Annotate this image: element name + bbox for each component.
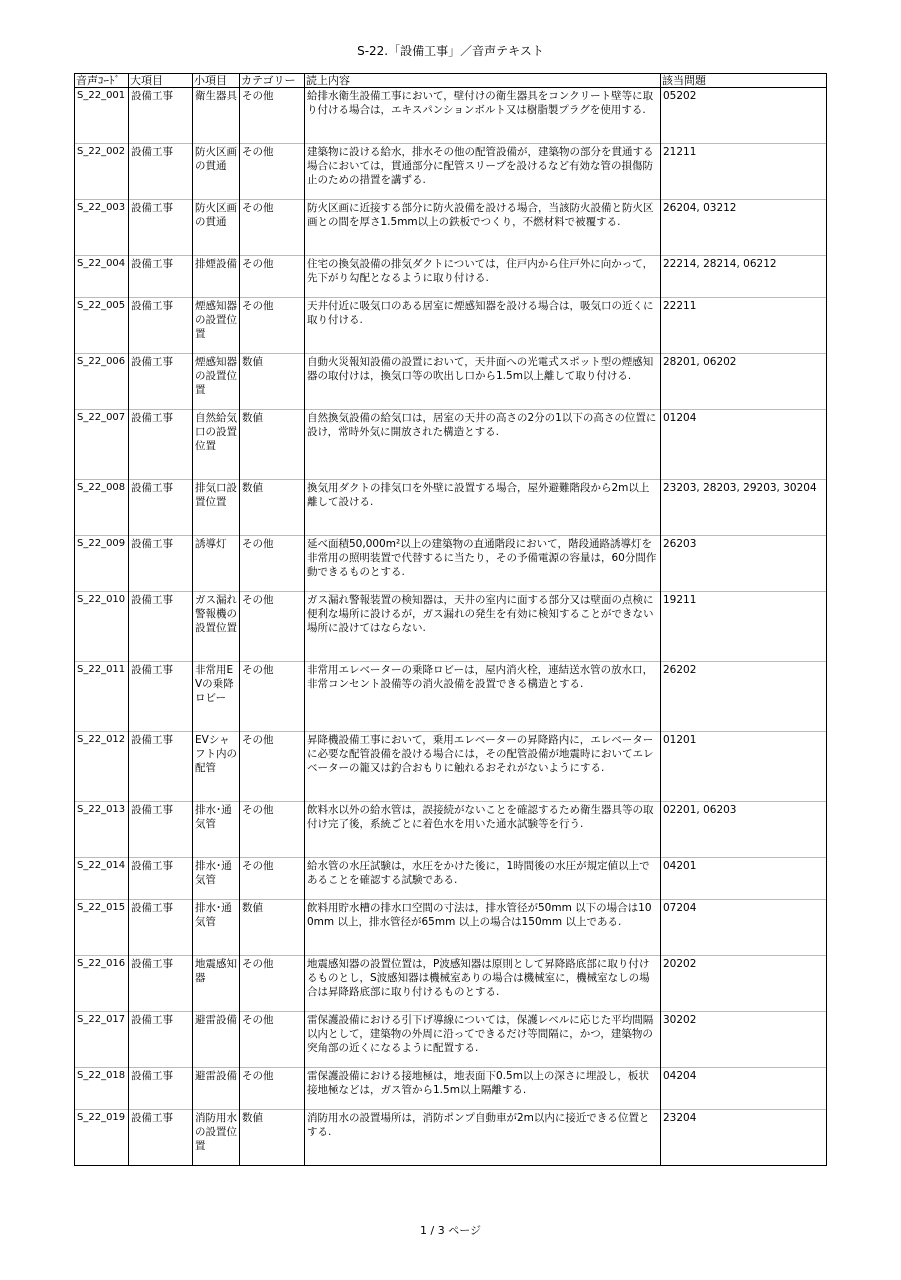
row-category: その他 [240, 1012, 305, 1068]
row-category: その他 [240, 956, 305, 1012]
table-row [75, 1012, 827, 1068]
row-problem-numbers: 19211 [661, 592, 827, 662]
row-major-item: 設備工事 [129, 354, 193, 410]
row-minor-item: 地震感知器 [193, 956, 240, 1012]
row-major-item: 設備工事 [129, 732, 193, 802]
row-code: S_22_008 [75, 480, 129, 536]
row-problem-numbers: 26203 [661, 536, 827, 592]
row-category: その他 [240, 662, 305, 732]
row-problem-numbers: 26204, 03212 [661, 200, 827, 256]
row-problem-numbers: 21211 [661, 144, 827, 200]
row-code: S_22_009 [75, 536, 129, 592]
row-major-item: 設備工事 [129, 956, 193, 1012]
row-major-item: 設備工事 [129, 662, 193, 732]
row-problem-numbers: 28201, 06202 [661, 354, 827, 410]
row-code: S_22_003 [75, 200, 129, 256]
row-code: S_22_015 [75, 900, 129, 956]
row-category: 数値 [240, 354, 305, 410]
table-header-row [75, 74, 827, 88]
table-row [75, 858, 827, 900]
row-minor-item: 衛生器具 [193, 88, 240, 144]
row-minor-item: 排気口設置位置 [193, 480, 240, 536]
row-major-item: 設備工事 [129, 858, 193, 900]
row-minor-item: 防火区画の貫通 [193, 200, 240, 256]
col-header-minor: 小項目 [193, 74, 240, 88]
row-minor-item: 非常用EVの乗降ロビー [193, 662, 240, 732]
row-reading-text: ガス漏れ警報装置の検知器は，天井の室内に面する部分又は壁面の点検に便利な場所に設けるが，ガス漏れの発生を有効に検知することができない場所に設けてはならない. [305, 592, 661, 662]
row-major-item: 設備工事 [129, 536, 193, 592]
table-row [75, 480, 827, 536]
row-major-item: 設備工事 [129, 802, 193, 858]
row-category: その他 [240, 858, 305, 900]
row-problem-numbers: 23204 [661, 1110, 827, 1166]
page-title: S-22.「設備工事」／音声テキスト [357, 44, 544, 58]
row-reading-text: 飲料水以外の給水管は，誤接続がないことを確認するため衛生器具等の取付け完了後，系統ごとに着色水を用いた通水試験等を行う. [305, 802, 661, 858]
table-row [75, 662, 827, 732]
row-problem-numbers: 22214, 28214, 06212 [661, 256, 827, 298]
table-row [75, 200, 827, 256]
row-code: S_22_019 [75, 1110, 129, 1166]
col-header-code: 音声ｺｰﾄﾞ [75, 74, 129, 88]
table-row [75, 88, 827, 144]
row-reading-text: 雷保護設備における接地極は，地表面下0.5m以上の深さに埋設し，板状接地極などは，ガス管から1.5m以上隔離する. [305, 1068, 661, 1110]
row-major-item: 設備工事 [129, 298, 193, 354]
row-category: 数値 [240, 410, 305, 480]
row-code: S_22_016 [75, 956, 129, 1012]
row-problem-numbers: 04201 [661, 858, 827, 900]
table-row [75, 410, 827, 480]
row-minor-item: 防火区画の貫通 [193, 144, 240, 200]
row-category: その他 [240, 1068, 305, 1110]
row-reading-text: 建築物に設ける給水，排水その他の配管設備が，建築物の部分を貫通する場合においては，貫通部分に配管スリーブを設けるなど有効な管の損傷防止のための措置を講ずる. [305, 144, 661, 200]
col-header-text: 読上内容 [305, 74, 661, 88]
row-minor-item: 誘導灯 [193, 536, 240, 592]
table-row [75, 592, 827, 662]
row-reading-text: 昇降機設備工事において，乗用エレベーターの昇降路内に，エレベーターに必要な配管設備を設ける場合には，その配管設備が地震時においてエレベーターの籠又は釣合おもりに触れるおそれがないようにする. [305, 732, 661, 802]
row-code: S_22_012 [75, 732, 129, 802]
row-major-item: 設備工事 [129, 256, 193, 298]
row-reading-text: 換気用ダクトの排気口を外壁に設置する場合，屋外避難階段から2m以上離して設ける. [305, 480, 661, 536]
row-major-item: 設備工事 [129, 1012, 193, 1068]
row-major-item: 設備工事 [129, 480, 193, 536]
col-header-major: 大項目 [129, 74, 193, 88]
row-problem-numbers: 20202 [661, 956, 827, 1012]
row-major-item: 設備工事 [129, 410, 193, 480]
row-problem-numbers: 01204 [661, 410, 827, 480]
table-row [75, 732, 827, 802]
row-reading-text: 延べ面積50,000m²以上の建築物の直通階段において，階段通路誘導灯を非常用の照明装置で代替するに当たり，その予備電源の容量は，60分間作動できるものとする. [305, 536, 661, 592]
row-minor-item: 自然給気口の設置位置 [193, 410, 240, 480]
col-header-category: カテゴリー [240, 74, 305, 88]
row-major-item: 設備工事 [129, 88, 193, 144]
page-number: 1 / 3 ページ [420, 1224, 481, 1237]
row-code: S_22_010 [75, 592, 129, 662]
row-reading-text: 飲料用貯水槽の排水口空間の寸法は，排水管径が50mm 以下の場合は100mm 以上，排水管径が65mm 以上の場合は150mm 以上である. [305, 900, 661, 956]
row-minor-item: EVシャフト内の配管 [193, 732, 240, 802]
row-code: S_22_001 [75, 88, 129, 144]
row-category: その他 [240, 536, 305, 592]
row-minor-item: 消防用水の設置位置 [193, 1110, 240, 1166]
row-category: その他 [240, 88, 305, 144]
row-problem-numbers: 22211 [661, 298, 827, 354]
row-reading-text: 雷保護設備における引下げ導線については，保護レベルに応じた平均間隔以内として，建築物の外周に沿ってできるだけ等間隔に，かつ，建築物の突角部の近くになるように配置する. [305, 1012, 661, 1068]
row-code: S_22_006 [75, 354, 129, 410]
table-row [75, 956, 827, 1012]
row-minor-item: 煙感知器の設置位置 [193, 354, 240, 410]
row-code: S_22_011 [75, 662, 129, 732]
row-category: 数値 [240, 1110, 305, 1166]
row-category: 数値 [240, 900, 305, 956]
row-reading-text: 消防用水の設置場所は，消防ポンプ自動車が2m以内に接近できる位置とする. [305, 1110, 661, 1166]
row-reading-text: 天井付近に吸気口のある居室に煙感知器を設ける場合は，吸気口の近くに取り付ける. [305, 298, 661, 354]
row-reading-text: 住宅の換気設備の排気ダクトについては，住戸内から住戸外に向かって，先下がり勾配となるように取り付ける. [305, 256, 661, 298]
row-minor-item: 避雷設備 [193, 1012, 240, 1068]
row-minor-item: 排水･通気管 [193, 900, 240, 956]
row-problem-numbers: 07204 [661, 900, 827, 956]
row-category: その他 [240, 298, 305, 354]
row-minor-item: 排煙設備 [193, 256, 240, 298]
row-category: その他 [240, 256, 305, 298]
row-major-item: 設備工事 [129, 144, 193, 200]
row-reading-text: 給水管の水圧試験は，水圧をかけた後に，1時間後の水圧が規定値以上であることを確認する試験である. [305, 858, 661, 900]
row-major-item: 設備工事 [129, 200, 193, 256]
table-row [75, 802, 827, 858]
row-minor-item: 排水･通気管 [193, 802, 240, 858]
row-reading-text: 非常用エレベーターの乗降ロビーは，屋内消火栓，連結送水管の放水口，非常コンセント設備等の消火設備を設置できる構造とする. [305, 662, 661, 732]
row-code: S_22_014 [75, 858, 129, 900]
table-row [75, 900, 827, 956]
row-problem-numbers: 04204 [661, 1068, 827, 1110]
row-problem-numbers: 23203, 28203, 29203, 30204 [661, 480, 827, 536]
row-minor-item: 煙感知器の設置位置 [193, 298, 240, 354]
row-code: S_22_018 [75, 1068, 129, 1110]
row-major-item: 設備工事 [129, 1068, 193, 1110]
row-code: S_22_017 [75, 1012, 129, 1068]
row-reading-text: 自動火災報知設備の設置において，天井面への光電式スポット型の煙感知器の取付けは，換気口等の吹出し口から1.5m以上離して取り付ける. [305, 354, 661, 410]
row-minor-item: ガス漏れ警報機の設置位置 [193, 592, 240, 662]
table-row [75, 1068, 827, 1110]
row-code: S_22_004 [75, 256, 129, 298]
row-category: その他 [240, 592, 305, 662]
row-problem-numbers: 30202 [661, 1012, 827, 1068]
row-reading-text: 自然換気設備の給気口は，居室の天井の高さの2分の1以下の高さの位置に設け，常時外気に開放された構造とする. [305, 410, 661, 480]
row-problem-numbers: 26202 [661, 662, 827, 732]
row-category: その他 [240, 802, 305, 858]
row-reading-text: 防火区画に近接する部分に防火設備を設ける場合，当該防火設備と防火区画との間を厚さ1.5mm以上の鉄板でつくり，不燃材料で被覆する. [305, 200, 661, 256]
row-problem-numbers: 01201 [661, 732, 827, 802]
table-row [75, 1110, 827, 1166]
table-row [75, 144, 827, 200]
col-header-problems: 該当問題 [661, 74, 827, 88]
table-row [75, 536, 827, 592]
row-major-item: 設備工事 [129, 1110, 193, 1166]
row-category: その他 [240, 200, 305, 256]
audio-text-table [74, 73, 827, 1166]
row-problem-numbers: 05202 [661, 88, 827, 144]
row-code: S_22_013 [75, 802, 129, 858]
row-code: S_22_002 [75, 144, 129, 200]
row-category: その他 [240, 144, 305, 200]
row-code: S_22_005 [75, 298, 129, 354]
row-reading-text: 地震感知器の設置位置は，P波感知器は原則として昇降路底部に取り付けるものとし，S波感知器は機械室ありの場合は機械室に，機械室なしの場合は昇降路底部に取り付けるものとする. [305, 956, 661, 1012]
row-code: S_22_007 [75, 410, 129, 480]
table-row [75, 298, 827, 354]
row-minor-item: 避雷設備 [193, 1068, 240, 1110]
row-problem-numbers: 02201, 06203 [661, 802, 827, 858]
row-category: 数値 [240, 480, 305, 536]
row-minor-item: 排水･通気管 [193, 858, 240, 900]
row-category: その他 [240, 732, 305, 802]
row-major-item: 設備工事 [129, 900, 193, 956]
table-row [75, 354, 827, 410]
row-reading-text: 給排水衛生設備工事において，壁付けの衛生器具をコンクリート壁等に取り付ける場合は，エキスパンションボルト又は樹脂製プラグを使用する. [305, 88, 661, 144]
table-row [75, 256, 827, 298]
row-major-item: 設備工事 [129, 592, 193, 662]
